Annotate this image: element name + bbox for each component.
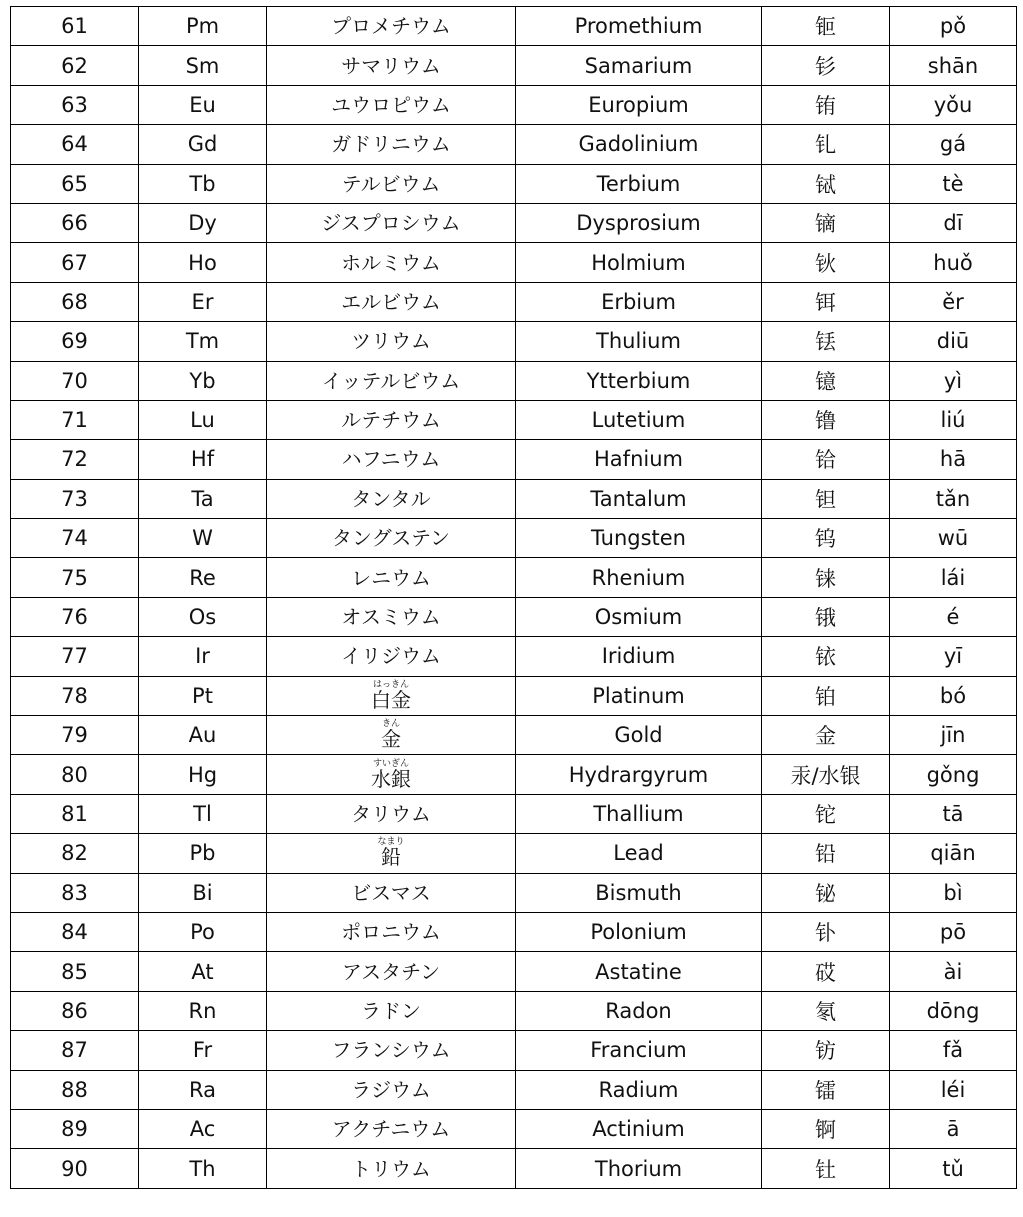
english-name-cell: Lead (516, 834, 762, 873)
chinese-character-cell: 钬 (762, 243, 890, 282)
japanese-name (381, 719, 401, 750)
pinyin-cell: léi (890, 1070, 1017, 1109)
element-symbol-cell: Hf (139, 440, 267, 479)
chinese-character-cell: 镭 (762, 1070, 890, 1109)
english-name-cell: Rhenium (516, 558, 762, 597)
table-row (11, 400, 1017, 439)
chinese-character-cell: 镥 (762, 400, 890, 439)
table-row (11, 322, 1017, 361)
japanese-name-cell (267, 519, 516, 558)
english-name-cell: Gold (516, 716, 762, 755)
japanese-name: タンタル (351, 486, 431, 511)
table-row (11, 1149, 1017, 1188)
pinyin-cell: é (890, 597, 1017, 636)
pinyin-cell: hā (890, 440, 1017, 479)
pinyin-cell: yì (890, 361, 1017, 400)
atomic-number-cell: 88 (11, 1070, 139, 1109)
table-row (11, 637, 1017, 676)
table-row (11, 794, 1017, 833)
japanese-name: サマリウム (341, 53, 441, 78)
chinese-character-cell: 汞/水银 (762, 755, 890, 794)
pinyin-cell: diū (890, 322, 1017, 361)
chinese-character-cell: 铪 (762, 440, 890, 479)
element-symbol-cell: Hg (139, 755, 267, 794)
chinese-character-cell: 铒 (762, 282, 890, 321)
japanese-kanji: 水銀 (371, 766, 411, 791)
atomic-number-cell: 65 (11, 164, 139, 203)
pinyin-cell: tǎn (890, 479, 1017, 518)
chinese-character-cell: 砹 (762, 952, 890, 991)
atomic-number-cell: 78 (11, 676, 139, 715)
japanese-name-cell (267, 125, 516, 164)
english-name-cell: Hydrargyrum (516, 755, 762, 794)
pinyin-cell: pǒ (890, 7, 1017, 46)
chinese-character-cell: 铱 (762, 637, 890, 676)
pinyin-cell: shān (890, 46, 1017, 85)
chinese-character-cell: 氡 (762, 991, 890, 1030)
japanese-name: テルビウム (341, 171, 441, 196)
japanese-name-cell (267, 716, 516, 755)
chinese-character-cell: 钍 (762, 1149, 890, 1188)
table-row (11, 991, 1017, 1030)
chinese-character-cell: 铋 (762, 873, 890, 912)
japanese-name-cell (267, 1031, 516, 1070)
japanese-name-cell (267, 203, 516, 242)
element-symbol-cell: Er (139, 282, 267, 321)
atomic-number-cell: 68 (11, 282, 139, 321)
pinyin-cell: tǔ (890, 1149, 1017, 1188)
japanese-name (371, 759, 411, 790)
japanese-name: ラジウム (351, 1077, 431, 1102)
japanese-name: オスミウム (341, 605, 441, 630)
english-name-cell: Actinium (516, 1109, 762, 1148)
atomic-number-cell: 82 (11, 834, 139, 873)
table-row (11, 912, 1017, 951)
pinyin-cell: jīn (890, 716, 1017, 755)
chinese-character-cell: 钆 (762, 125, 890, 164)
chinese-character-cell: 钨 (762, 519, 890, 558)
japanese-name-cell (267, 794, 516, 833)
table-row (11, 952, 1017, 991)
pinyin-cell: pō (890, 912, 1017, 951)
japanese-name: トリウム (351, 1156, 431, 1181)
japanese-name: ツリウム (351, 329, 431, 354)
atomic-number-cell: 71 (11, 400, 139, 439)
element-symbol-cell: Eu (139, 85, 267, 124)
element-symbol-cell: Sm (139, 46, 267, 85)
furigana-reading: すいぎん (371, 758, 411, 769)
japanese-name-cell (267, 912, 516, 951)
japanese-name: ジスプロシウム (321, 211, 461, 236)
atomic-number-cell: 67 (11, 243, 139, 282)
table-row (11, 7, 1017, 46)
english-name-cell: Thulium (516, 322, 762, 361)
japanese-name: ホルミウム (341, 250, 441, 275)
japanese-kanji: 金 (381, 727, 401, 752)
atomic-number-cell: 74 (11, 519, 139, 558)
pinyin-cell: tā (890, 794, 1017, 833)
english-name-cell: Thorium (516, 1149, 762, 1188)
chinese-character-cell: 铊 (762, 794, 890, 833)
english-name-cell: Tungsten (516, 519, 762, 558)
atomic-number-cell: 70 (11, 361, 139, 400)
pinyin-cell: dī (890, 203, 1017, 242)
japanese-name: アクチニウム (331, 1117, 451, 1142)
chinese-character-cell: 钫 (762, 1031, 890, 1070)
table-row (11, 1070, 1017, 1109)
japanese-name-cell (267, 361, 516, 400)
element-symbol-cell: Bi (139, 873, 267, 912)
table-row (11, 834, 1017, 873)
japanese-name: ガドリニウム (331, 132, 451, 157)
pinyin-cell: huǒ (890, 243, 1017, 282)
atomic-number-cell: 62 (11, 46, 139, 85)
chinese-character-cell: 铥 (762, 322, 890, 361)
japanese-name-cell (267, 164, 516, 203)
table-row (11, 479, 1017, 518)
table-row (11, 597, 1017, 636)
element-symbol-cell: Pm (139, 7, 267, 46)
english-name-cell: Astatine (516, 952, 762, 991)
japanese-name-with-furigana (381, 719, 401, 752)
pinyin-cell: gá (890, 125, 1017, 164)
table-row (11, 1031, 1017, 1070)
japanese-name-cell (267, 1149, 516, 1188)
japanese-name-with-furigana (371, 679, 411, 712)
chinese-character-cell: 镝 (762, 203, 890, 242)
japanese-name: ユウロピウム (331, 92, 451, 117)
japanese-name: タリウム (351, 802, 431, 826)
table-row (11, 519, 1017, 558)
element-symbol-cell: Th (139, 1149, 267, 1188)
japanese-name (377, 837, 404, 868)
element-symbol-cell: Ta (139, 479, 267, 518)
english-name-cell: Radium (516, 1070, 762, 1109)
atomic-number-cell: 83 (11, 873, 139, 912)
chinese-character-cell: 铽 (762, 164, 890, 203)
element-symbol-cell: Ir (139, 637, 267, 676)
pinyin-cell: ěr (890, 282, 1017, 321)
table-row (11, 164, 1017, 203)
table-row (11, 716, 1017, 755)
english-name-cell: Hafnium (516, 440, 762, 479)
japanese-name: アスタチン (341, 959, 441, 984)
furigana-reading: きん (381, 719, 401, 730)
japanese-name: ルテチウム (341, 408, 441, 433)
pinyin-cell: lái (890, 558, 1017, 597)
pinyin-cell: gǒng (890, 755, 1017, 794)
pinyin-cell: yī (890, 637, 1017, 676)
japanese-kanji: 鉛 (377, 845, 405, 870)
chinese-character-cell: 钋 (762, 912, 890, 951)
pinyin-cell: ài (890, 952, 1017, 991)
atomic-number-cell: 90 (11, 1149, 139, 1188)
pinyin-cell: liú (890, 400, 1017, 439)
table-row (11, 46, 1017, 85)
english-name-cell: Francium (516, 1031, 762, 1070)
atomic-number-cell: 89 (11, 1109, 139, 1148)
japanese-name: ハフニウム (341, 447, 441, 472)
japanese-name-cell (267, 834, 516, 873)
chinese-character-cell: 锇 (762, 597, 890, 636)
element-symbol-cell: W (139, 519, 267, 558)
pinyin-cell: yǒu (890, 85, 1017, 124)
english-name-cell: Ytterbium (516, 361, 762, 400)
atomic-number-cell: 69 (11, 322, 139, 361)
element-symbol-cell: Os (139, 597, 267, 636)
pinyin-cell: bì (890, 873, 1017, 912)
table-row (11, 755, 1017, 794)
english-name-cell: Promethium (516, 7, 762, 46)
japanese-name-cell (267, 243, 516, 282)
table-row (11, 85, 1017, 124)
japanese-name-cell (267, 676, 516, 715)
element-symbol-cell: Re (139, 558, 267, 597)
japanese-name-with-furigana (371, 758, 411, 791)
japanese-kanji: 白金 (371, 687, 411, 712)
english-name-cell: Tantalum (516, 479, 762, 518)
table-row (11, 873, 1017, 912)
element-symbol-cell: Tl (139, 794, 267, 833)
japanese-name-cell (267, 1070, 516, 1109)
japanese-name-cell (267, 479, 516, 518)
english-name-cell: Erbium (516, 282, 762, 321)
chinese-character-cell: 钷 (762, 7, 890, 46)
atomic-number-cell: 64 (11, 125, 139, 164)
pinyin-cell: bó (890, 676, 1017, 715)
atomic-number-cell: 87 (11, 1031, 139, 1070)
element-symbol-cell: Pb (139, 834, 267, 873)
table-row (11, 558, 1017, 597)
english-name-cell: Gadolinium (516, 125, 762, 164)
english-name-cell: Holmium (516, 243, 762, 282)
japanese-name-cell (267, 440, 516, 479)
japanese-name-cell (267, 991, 516, 1030)
pinyin-cell: dōng (890, 991, 1017, 1030)
chinese-character-cell: 钐 (762, 46, 890, 85)
pinyin-cell: wū (890, 519, 1017, 558)
chinese-character-cell: 铕 (762, 85, 890, 124)
english-name-cell: Thallium (516, 794, 762, 833)
table-row (11, 1109, 1017, 1148)
atomic-number-cell: 61 (11, 7, 139, 46)
chinese-character-cell: 铼 (762, 558, 890, 597)
elements-table (10, 6, 1017, 1189)
chinese-character-cell: 锕 (762, 1109, 890, 1148)
element-symbol-cell: Ho (139, 243, 267, 282)
element-symbol-cell: Ra (139, 1070, 267, 1109)
english-name-cell: Terbium (516, 164, 762, 203)
japanese-name-cell (267, 558, 516, 597)
table-row (11, 243, 1017, 282)
japanese-name: ポロニウム (341, 920, 441, 945)
element-symbol-cell: Gd (139, 125, 267, 164)
table-row (11, 440, 1017, 479)
atomic-number-cell: 72 (11, 440, 139, 479)
english-name-cell: Samarium (516, 46, 762, 85)
chinese-character-cell: 镱 (762, 361, 890, 400)
chinese-character-cell: 金 (762, 716, 890, 755)
furigana-reading: なまり (377, 837, 405, 848)
pinyin-cell: tè (890, 164, 1017, 203)
japanese-name-cell (267, 1109, 516, 1148)
element-symbol-cell: Ac (139, 1109, 267, 1148)
english-name-cell: Polonium (516, 912, 762, 951)
table-row (11, 361, 1017, 400)
japanese-name-cell (267, 85, 516, 124)
atomic-number-cell: 84 (11, 912, 139, 951)
english-name-cell: Radon (516, 991, 762, 1030)
english-name-cell: Europium (516, 85, 762, 124)
atomic-number-cell: 81 (11, 794, 139, 833)
japanese-name: プロメチウム (331, 14, 451, 39)
atomic-number-cell: 66 (11, 203, 139, 242)
table-body (11, 7, 1017, 1189)
chinese-character-cell: 铂 (762, 676, 890, 715)
element-symbol-cell: At (139, 952, 267, 991)
element-symbol-cell: Au (139, 716, 267, 755)
pinyin-cell: qiān (890, 834, 1017, 873)
english-name-cell: Platinum (516, 676, 762, 715)
english-name-cell: Bismuth (516, 873, 762, 912)
japanese-name: イリジウム (341, 644, 441, 669)
japanese-name-cell (267, 322, 516, 361)
table-row (11, 282, 1017, 321)
japanese-name-cell (267, 755, 516, 794)
element-symbol-cell: Tm (139, 322, 267, 361)
element-symbol-cell: Po (139, 912, 267, 951)
atomic-number-cell: 80 (11, 755, 139, 794)
japanese-name-with-furigana (377, 837, 405, 870)
english-name-cell: Dysprosium (516, 203, 762, 242)
japanese-name-cell (267, 597, 516, 636)
element-symbol-cell: Pt (139, 676, 267, 715)
atomic-number-cell: 76 (11, 597, 139, 636)
atomic-number-cell: 85 (11, 952, 139, 991)
atomic-number-cell: 63 (11, 85, 139, 124)
japanese-name: レニウム (351, 565, 431, 590)
atomic-number-cell: 75 (11, 558, 139, 597)
element-symbol-cell: Rn (139, 991, 267, 1030)
pinyin-cell: fǎ (890, 1031, 1017, 1070)
element-symbol-cell: Lu (139, 400, 267, 439)
japanese-name: ラドン (361, 998, 421, 1023)
japanese-name-cell (267, 873, 516, 912)
element-symbol-cell: Fr (139, 1031, 267, 1070)
japanese-name: イッテルビウム (321, 368, 461, 393)
table-row (11, 125, 1017, 164)
japanese-name: タングステン (332, 526, 450, 551)
english-name-cell: Iridium (516, 637, 762, 676)
atomic-number-cell: 73 (11, 479, 139, 518)
chinese-character-cell: 钽 (762, 479, 890, 518)
english-name-cell: Lutetium (516, 400, 762, 439)
japanese-name: エルビウム (341, 289, 441, 314)
atomic-number-cell: 77 (11, 637, 139, 676)
element-symbol-cell: Yb (139, 361, 267, 400)
japanese-name (371, 680, 411, 711)
chinese-character-cell: 铅 (762, 834, 890, 873)
japanese-name-cell (267, 282, 516, 321)
element-symbol-cell: Dy (139, 203, 267, 242)
japanese-name-cell (267, 7, 516, 46)
furigana-reading: はっきん (371, 679, 411, 690)
table-row (11, 676, 1017, 715)
japanese-name: ビスマス (351, 880, 431, 905)
japanese-name-cell (267, 46, 516, 85)
atomic-number-cell: 79 (11, 716, 139, 755)
japanese-name-cell (267, 400, 516, 439)
japanese-name: フランシウム (331, 1038, 451, 1063)
japanese-name-cell (267, 952, 516, 991)
table-row (11, 203, 1017, 242)
english-name-cell: Osmium (516, 597, 762, 636)
element-symbol-cell: Tb (139, 164, 267, 203)
japanese-name-cell (267, 637, 516, 676)
atomic-number-cell: 86 (11, 991, 139, 1030)
pinyin-cell: ā (890, 1109, 1017, 1148)
